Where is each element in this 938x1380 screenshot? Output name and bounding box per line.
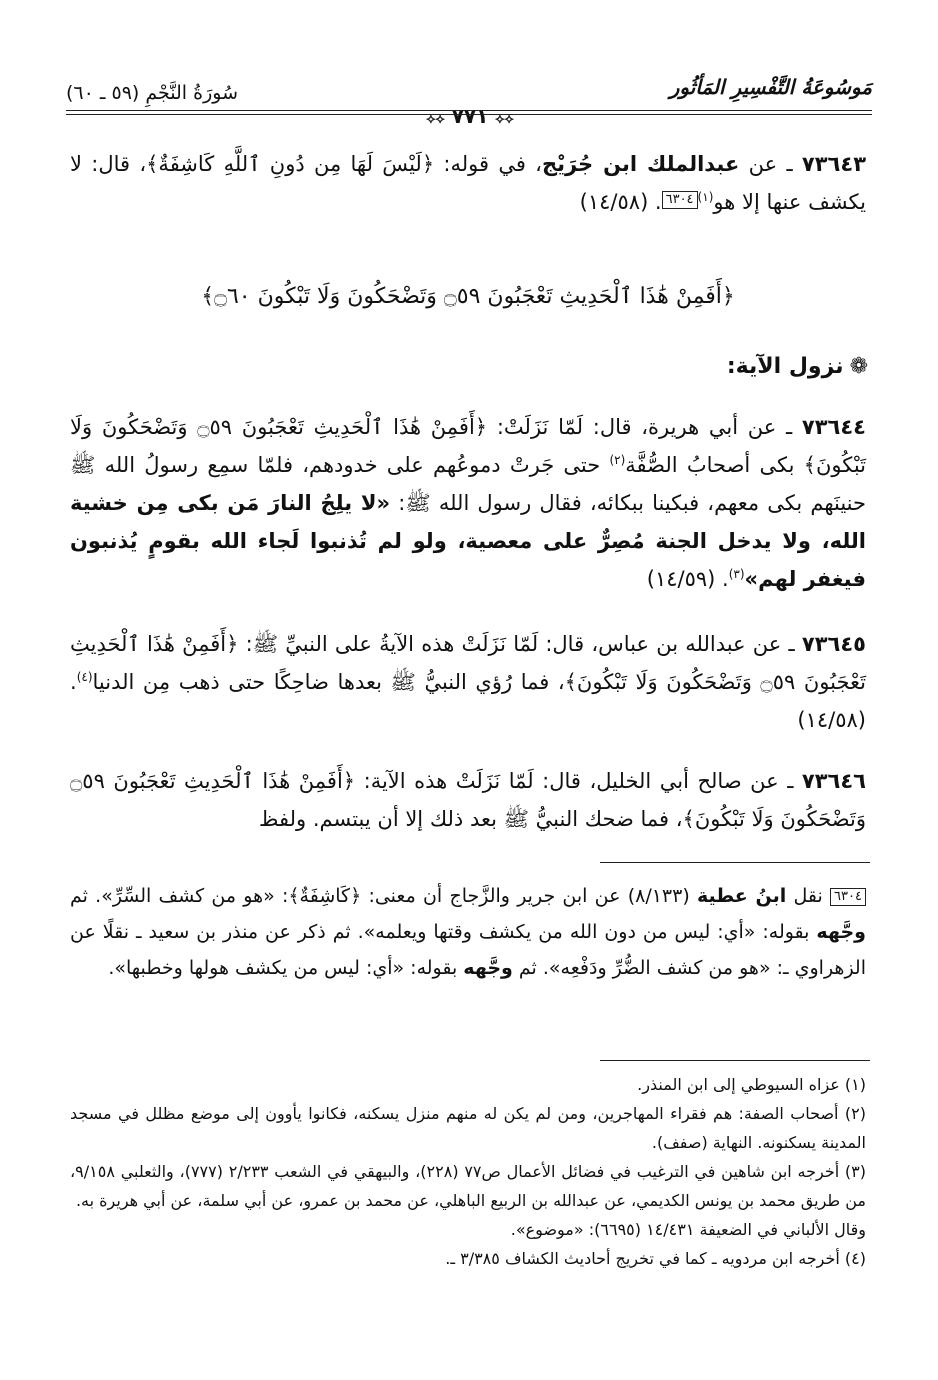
paragraph-number: ٧٣٦٤٣ <box>801 152 867 176</box>
footnote-4: (٤) أخرجه ابن مردويه ـ كما في تخريج أحاديث الكشاف ٣/٣٨٥ ـ. <box>445 1249 866 1268</box>
footnote-marker: (٣) <box>728 567 745 581</box>
footnote-1: (١) عزاه السيوطي إلى ابن المنذر. <box>637 1075 866 1094</box>
footnote-3-note: وقال الألباني في الضعيفة ١٤/٤٣١ (٦٦٩٥): «موضوع». <box>510 1220 866 1239</box>
footnote-3: (٣) أخرجه ابن شاهين في الترغيب في فضائل الأعمال ص٧٧ (٢٢٨)، والبيهقي في الشعب ٢/٢٣٣ (٧٧٧)، والثعلبي ٩/١٥٨، من طريق محمد بن يونس الكديمي، عن عبدالله بن الربيع الباهلي، عن محمد بن عمرو، عن أبي سلمة، عن أبي هريرة به. <box>70 1162 867 1210</box>
surah-reference: سُورَةُ النَّجْمِ (٥٩ ـ ٦٠) <box>66 82 238 104</box>
header-rule-thin <box>66 114 872 115</box>
author-name: ابنُ عطية <box>696 885 787 907</box>
quran-quote: ﴿أَفَمِنْ هَٰذَا ٱلْحَدِيثِ تَعْجَبُونَ ۝٥٩ وَتَضْحَكُونَ وَلَا تَبْكُونَ﴾ <box>70 415 866 477</box>
scholarly-note-6304: ٦٣٠٤ نقل ابنُ عطية (٨/١٣٣) عن ابن جرير والزَّجاج أن معنى: ﴿كَاشِفَةٌ﴾: «هو من كشف السِّرِّ». ثم وجَّهه بقوله: «أي: ليس من دون الله من يكشف وقتها ويعلمه». ثم ذكر عن منذر بن سعيد ـ نقلًا عن الزهراوي ـ: «هو من كشف الضُّرِّ ودَفْعِه». ثم وجَّهه بقوله: «أي: ليس من يكشف هولها وخطبها». <box>70 885 866 979</box>
paragraph-number: ٧٣٦٤٥ <box>801 632 866 656</box>
quran-quote: ﴿أَفَمِنْ هَٰذَا ٱلْحَدِيثِ تَعْجَبُونَ ۝٥٩ وَتَضْحَكُونَ وَلَا تَبْكُونَ﴾ <box>70 632 866 694</box>
paragraph-73645: ٧٣٦٤٥ ـ عن عبدالله بن عباس، قال: لَمّا نَزَلَتْ هذه الآيةُ على النبيِّ ﷺ: ﴿أَفَمِنْ هَٰذَا ٱلْحَدِيثِ تَعْجَبُونَ ۝٥٩ وَتَضْحَكُونَ وَلَا تَبْكُونَ﴾، فما رُؤي النبيُّ ﷺ بعدها ضاحِكًا حتى ذهب مِن الدنيا$^{(٤)}$. (١٤/٥٨) <box>70 632 866 732</box>
page-number <box>400 103 540 129</box>
section-title: نزول الآية: <box>726 354 844 379</box>
note-number-box: ٦٣٠٤ <box>830 888 866 906</box>
footnotes-separator <box>600 1060 870 1061</box>
note-marker-box: ٦٣٠٤ <box>662 191 698 209</box>
footnote-marker: (٤) <box>76 670 93 684</box>
source-reference: . (١٤/٥٨) <box>70 670 866 732</box>
book-title: مَوسُوعَةُ التَّفْسِيرِ المَأثُور <box>669 75 872 99</box>
source-reference: . (١٤/٥٩) <box>646 567 729 591</box>
page-number-text: ٧٧١ <box>451 104 489 128</box>
ayah-heading: ﴿أَفَمِنْ هَٰذَا ٱلْحَدِيثِ تَعْجَبُونَ ۝٥٩ وَتَضْحَكُونَ وَلَا تَبْكُونَ ۝٦٠﴾ <box>201 284 735 309</box>
paragraph-number: ٧٣٦٤٤ <box>801 415 866 439</box>
section-heading <box>468 350 868 384</box>
flower-icon: ❁ <box>849 354 868 379</box>
quran-quote: ﴿كَاشِفَةٌ﴾ <box>288 885 362 907</box>
footnotes <box>70 1070 866 1273</box>
note-separator <box>600 862 870 863</box>
hadith-text: «لا يلِجُ النارَ مَن بكى مِن خشية الله، ولا يدخل الجنة مُصِرٌّ على معصية، ولو لم تُذنبوا لَجاء الله بقومٍ يُذنبون فيغفر لهم» <box>70 491 866 591</box>
paragraph-73644: ٧٣٦٤٤ ـ عن أبي هريرة، قال: لَمّا نَزَلَتْ: ﴿أَفَمِنْ هَٰذَا ٱلْحَدِيثِ تَعْجَبُونَ ۝٥٩ وَتَضْحَكُونَ وَلَا تَبْكُونَ﴾ بكى أصحابُ الصُّفَّة$^{(٢)}$ حتى جَرتْ دموعُهم على خدودهم، فلمّا سمِع رسولُ الله ﷺ حنينَهم بكى معهم، فبكينا ببكائه، فقال رسول الله ﷺ: «لا يلِجُ النارَ مَن بكى مِن خشية الله، ولا يدخل الجنة مُصِرٌّ على معصية، ولو لم تُذنبوا لَجاء الله بقومٍ يُذنبون فيغفر لهم»$^{(٣)}$. (١٤/٥٩) <box>70 415 866 591</box>
quran-quote: ﴿لَيْسَ لَهَا مِن دُونِ ٱللَّهِ كَاشِفَةٌ﴾ <box>146 152 435 176</box>
source-reference: . (١٤/٥٨) <box>579 190 662 214</box>
header-rule <box>66 110 872 111</box>
ornament-left-icon: ⟡⟡ <box>495 111 514 127</box>
footnote-2: (٢) أصحاب الصفة: هم فقراء المهاجرين، ومن لم يكن له منهم منزل يسكنه، فكانوا يأوون إلى موضع مظلل في مسجد المدينة يسكنونه. النهاية (صفف). <box>70 1104 866 1152</box>
paragraph-73643: ٧٣٦٤٣ ـ عن عبدالملك ابن جُرَيْج، في قوله: ﴿لَيْسَ لَهَا مِن دُونِ ٱللَّهِ كَاشِفَةٌ﴾، قال: لا يكشف عنها إلا هو$^{(١)}$٦٣٠٤. (١٤/٥٨) <box>70 152 867 214</box>
footnote-marker: (١) <box>697 190 714 204</box>
narrator: عبدالملك ابن جُرَيْج <box>541 152 740 176</box>
footnote-marker: (٢) <box>609 453 626 467</box>
paragraph-73646: ٧٣٦٤٦ ـ عن صالح أبي الخليل، قال: لَمّا نَزَلَتْ هذه الآية: ﴿أَفَمِنْ هَٰذَا ٱلْحَدِيثِ تَعْجَبُونَ ۝٥٩ وَتَضْحَكُونَ وَلَا تَبْكُونَ﴾، فما ضحك النبيُّ ﷺ بعد ذلك إلا أن يبتسم. ولفظ <box>70 769 866 831</box>
ornament-right-icon: ⟡⟡ <box>426 111 445 127</box>
quran-quote: ﴿أَفَمِنْ هَٰذَا ٱلْحَدِيثِ تَعْجَبُونَ ۝٥٩ وَتَضْحَكُونَ وَلَا تَبْكُونَ﴾ <box>70 769 866 831</box>
paragraph-number: ٧٣٦٤٦ <box>801 769 866 793</box>
